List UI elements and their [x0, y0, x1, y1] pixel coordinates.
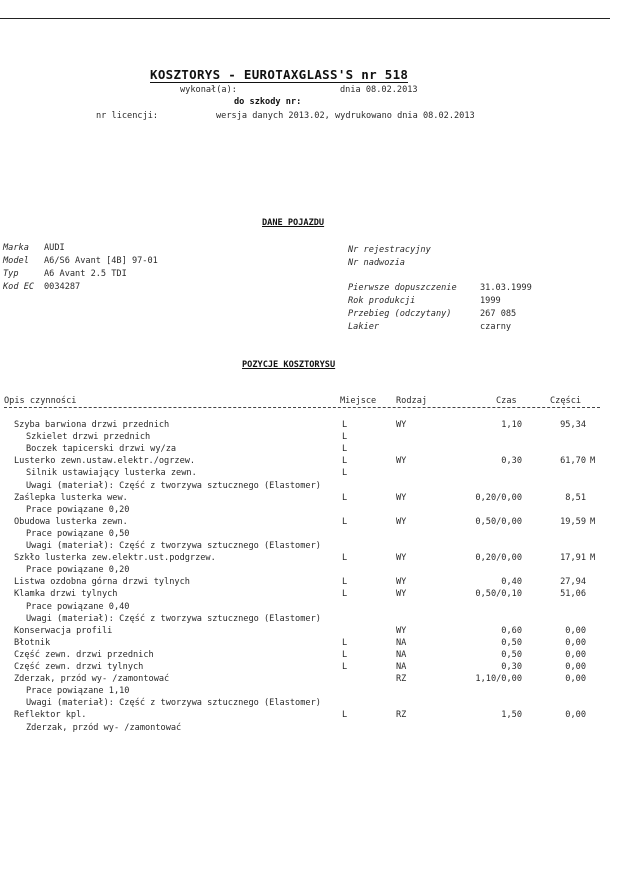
- cell-place: L: [342, 432, 348, 443]
- cell-parts: 0,00: [565, 674, 586, 685]
- vehicle-field-value: AUDI: [44, 243, 65, 253]
- cell-type: WY: [396, 577, 407, 588]
- table-subrow: [0, 480, 620, 492]
- cell-place: L: [342, 662, 348, 672]
- cell-type: NA: [396, 649, 407, 660]
- cell-parts: 61,70: [560, 456, 586, 467]
- cell-desc: Uwagi (materiał): Część z tworzywa sztucznego (Elastomer): [26, 613, 321, 624]
- cell-desc: Prace powiązane 0,20: [26, 565, 130, 576]
- vehicle-field-value: 31.03.1999: [480, 283, 532, 293]
- cell-mark: M: [590, 456, 596, 467]
- vehicle-field-label: Model: [3, 256, 29, 266]
- cell-time: 0,60: [501, 625, 522, 636]
- table-row: [0, 625, 620, 637]
- cell-desc: Reflektor kpl.: [14, 710, 87, 721]
- cell-time: 0,20/0,00: [475, 553, 522, 564]
- wykonal-label: wykonał(a):: [180, 85, 237, 95]
- table-subrow: [0, 697, 620, 709]
- cell-desc: Prace powiązane 0,40: [26, 601, 130, 612]
- table-row: [0, 516, 620, 528]
- cell-desc: Zderzak, przód wy- /zamontować: [14, 674, 170, 685]
- table-row: [0, 649, 620, 661]
- cell-mark: M: [590, 516, 596, 527]
- table-subrow: [0, 528, 620, 540]
- cell-desc: Zderzak, przód wy- /zamontować: [26, 722, 182, 733]
- cell-place: L: [342, 589, 348, 600]
- top-rule: [0, 18, 610, 19]
- cell-desc: Prace powiązane 0,20: [26, 504, 130, 515]
- cell-mark: M: [590, 553, 596, 564]
- header-divider: [4, 407, 600, 408]
- cell-time: 1,50: [501, 710, 522, 721]
- cell-type: WY: [396, 456, 407, 467]
- cell-time: 0,50/0,00: [475, 516, 522, 527]
- vehicle-field-label: Nr rejestracyjny: [348, 245, 431, 255]
- cell-parts: 8,51: [565, 492, 586, 503]
- cell-desc: Część zewn. drzwi tylnych: [14, 662, 144, 672]
- table-row: [0, 661, 620, 673]
- vehicle-field-label: Przebieg (odczytany): [348, 309, 452, 319]
- cell-type: WY: [396, 625, 407, 636]
- cell-desc: Konserwacja profili: [14, 625, 113, 636]
- cell-place: L: [342, 637, 348, 648]
- cell-parts: 19,59: [560, 516, 586, 527]
- vehicle-field-value: A6/S6 Avant [4B] 97-01: [44, 256, 158, 266]
- table-subrow: [0, 504, 620, 516]
- table-row: [0, 492, 620, 504]
- document-date: dnia 08.02.2013: [340, 85, 418, 95]
- col-head-desc: Opis czynności: [4, 396, 77, 406]
- cell-type: WY: [396, 516, 407, 527]
- vehicle-field-value: 1999: [480, 296, 501, 306]
- cell-desc: Silnik ustawiający lusterka zewn.: [26, 468, 197, 479]
- cell-desc: Uwagi (materiał): Część z tworzywa sztucznego (Elastomer): [26, 480, 321, 491]
- items-section-title: POZYCJE KOSZTORYSU: [242, 360, 336, 370]
- vehicle-field-label: Typ: [3, 269, 19, 279]
- cell-place: L: [342, 577, 348, 588]
- cell-type: RZ: [396, 710, 407, 721]
- vehicle-section-title: DANE POJAZDU: [262, 218, 325, 228]
- table-subrow: [0, 467, 620, 479]
- cell-time: 0,40: [501, 577, 522, 588]
- vehicle-field-label: Rok produkcji: [348, 296, 416, 306]
- cell-place: L: [342, 516, 348, 527]
- cell-place: L: [342, 468, 348, 479]
- version-text: wersja danych 2013.02, wydrukowano dnia 08.02.2013: [216, 111, 475, 121]
- cell-desc: Część zewn. drzwi przednich: [14, 649, 154, 660]
- cell-type: WY: [396, 420, 407, 430]
- table-row: [0, 637, 620, 649]
- licencja-label: nr licencji:: [96, 111, 159, 121]
- cell-parts: 51,06: [560, 589, 586, 600]
- szkoda-label: do szkody nr:: [234, 97, 302, 107]
- vehicle-field-label: Pierwsze dopuszczenie: [348, 283, 457, 293]
- cell-desc: Szkło lusterka zew.elektr.ust.podgrzew.: [14, 553, 216, 564]
- cell-time: 0,50/0,10: [475, 589, 522, 600]
- cell-time: 1,10: [501, 420, 522, 430]
- vehicle-field-value: czarny: [480, 322, 512, 332]
- table-subrow: [0, 613, 620, 625]
- cell-type: NA: [396, 662, 407, 672]
- cell-type: NA: [396, 637, 407, 648]
- cell-desc: Prace powiązane 0,50: [26, 528, 130, 539]
- cell-type: RZ: [396, 674, 407, 685]
- cell-parts: 17,91: [560, 553, 586, 564]
- table-row: [0, 552, 620, 564]
- table-row: [0, 419, 620, 431]
- cell-desc: Błotnik: [14, 637, 51, 648]
- cell-time: 0,50: [501, 649, 522, 660]
- table-subrow: [0, 601, 620, 613]
- cell-parts: 0,00: [565, 662, 586, 672]
- table-subrow: [0, 564, 620, 576]
- table-row: [0, 588, 620, 600]
- table-subrow: [0, 722, 620, 734]
- cell-time: 0,30: [501, 662, 522, 672]
- col-head-time: Czas: [496, 396, 517, 406]
- cell-place: L: [342, 492, 348, 503]
- table-subrow: [0, 431, 620, 443]
- cell-type: WY: [396, 492, 407, 503]
- cell-parts: 27,94: [560, 577, 586, 588]
- cell-type: WY: [396, 553, 407, 564]
- vehicle-field-label: Nr nadwozia: [348, 258, 405, 268]
- cell-parts: 95,34: [560, 420, 586, 430]
- vehicle-field-value: 267 085: [480, 309, 517, 319]
- vehicle-field-value: A6 Avant 2.5 TDI: [44, 269, 127, 279]
- cell-place: L: [342, 420, 348, 430]
- vehicle-field-value: 0034287: [44, 282, 81, 292]
- page-title: KOSZTORYS - EUROTAXGLASS'S nr 518: [150, 67, 409, 82]
- col-head-type: Rodzaj: [396, 396, 428, 406]
- cell-place: L: [342, 553, 348, 564]
- cell-parts: 0,00: [565, 637, 586, 648]
- cell-time: 0,50: [501, 637, 522, 648]
- vehicle-field-label: Marka: [3, 243, 29, 253]
- table-subrow: [0, 685, 620, 697]
- table-row: [0, 709, 620, 721]
- cell-desc: Boczek tapicerski drzwi wy/za: [26, 444, 177, 455]
- cell-desc: Klamka drzwi tylnych: [14, 589, 118, 600]
- cell-desc: Prace powiązane 1,10: [26, 686, 130, 697]
- cell-place: L: [342, 649, 348, 660]
- table-row: [0, 576, 620, 588]
- vehicle-field-label: Kod EC: [3, 282, 35, 292]
- col-head-parts: Części: [550, 396, 582, 406]
- cell-desc: Uwagi (materiał): Część z tworzywa sztucznego (Elastomer): [26, 698, 321, 709]
- cell-place: L: [342, 444, 348, 455]
- cell-parts: 0,00: [565, 625, 586, 636]
- cell-parts: 0,00: [565, 710, 586, 721]
- cell-place: L: [342, 710, 348, 721]
- table-row: [0, 455, 620, 467]
- cell-desc: Obudowa lusterka zewn.: [14, 516, 128, 527]
- cell-desc: Lusterko zewn.ustaw.elektr./ogrzew.: [14, 456, 196, 467]
- cell-desc: Szyba barwiona drzwi przednich: [14, 420, 170, 430]
- cell-desc: Uwagi (materiał): Część z tworzywa sztucznego (Elastomer): [26, 541, 321, 551]
- cell-type: WY: [396, 589, 407, 600]
- table-subrow: [0, 540, 620, 552]
- vehicle-field-label: Lakier: [348, 322, 380, 332]
- table-row: [0, 673, 620, 685]
- cell-desc: Szkielet drzwi przednich: [26, 432, 151, 443]
- cell-parts: 0,00: [565, 649, 586, 660]
- cell-place: L: [342, 456, 348, 467]
- table-subrow: [0, 443, 620, 455]
- cell-time: 1,10/0,00: [475, 674, 522, 685]
- col-head-place: Miejsce: [340, 396, 377, 406]
- cell-time: 0,30: [501, 456, 522, 467]
- cell-desc: Listwa ozdobna górna drzwi tylnych: [14, 577, 190, 588]
- cell-desc: Zaślepka lusterka wew.: [14, 492, 128, 503]
- cell-time: 0,20/0,00: [475, 492, 522, 503]
